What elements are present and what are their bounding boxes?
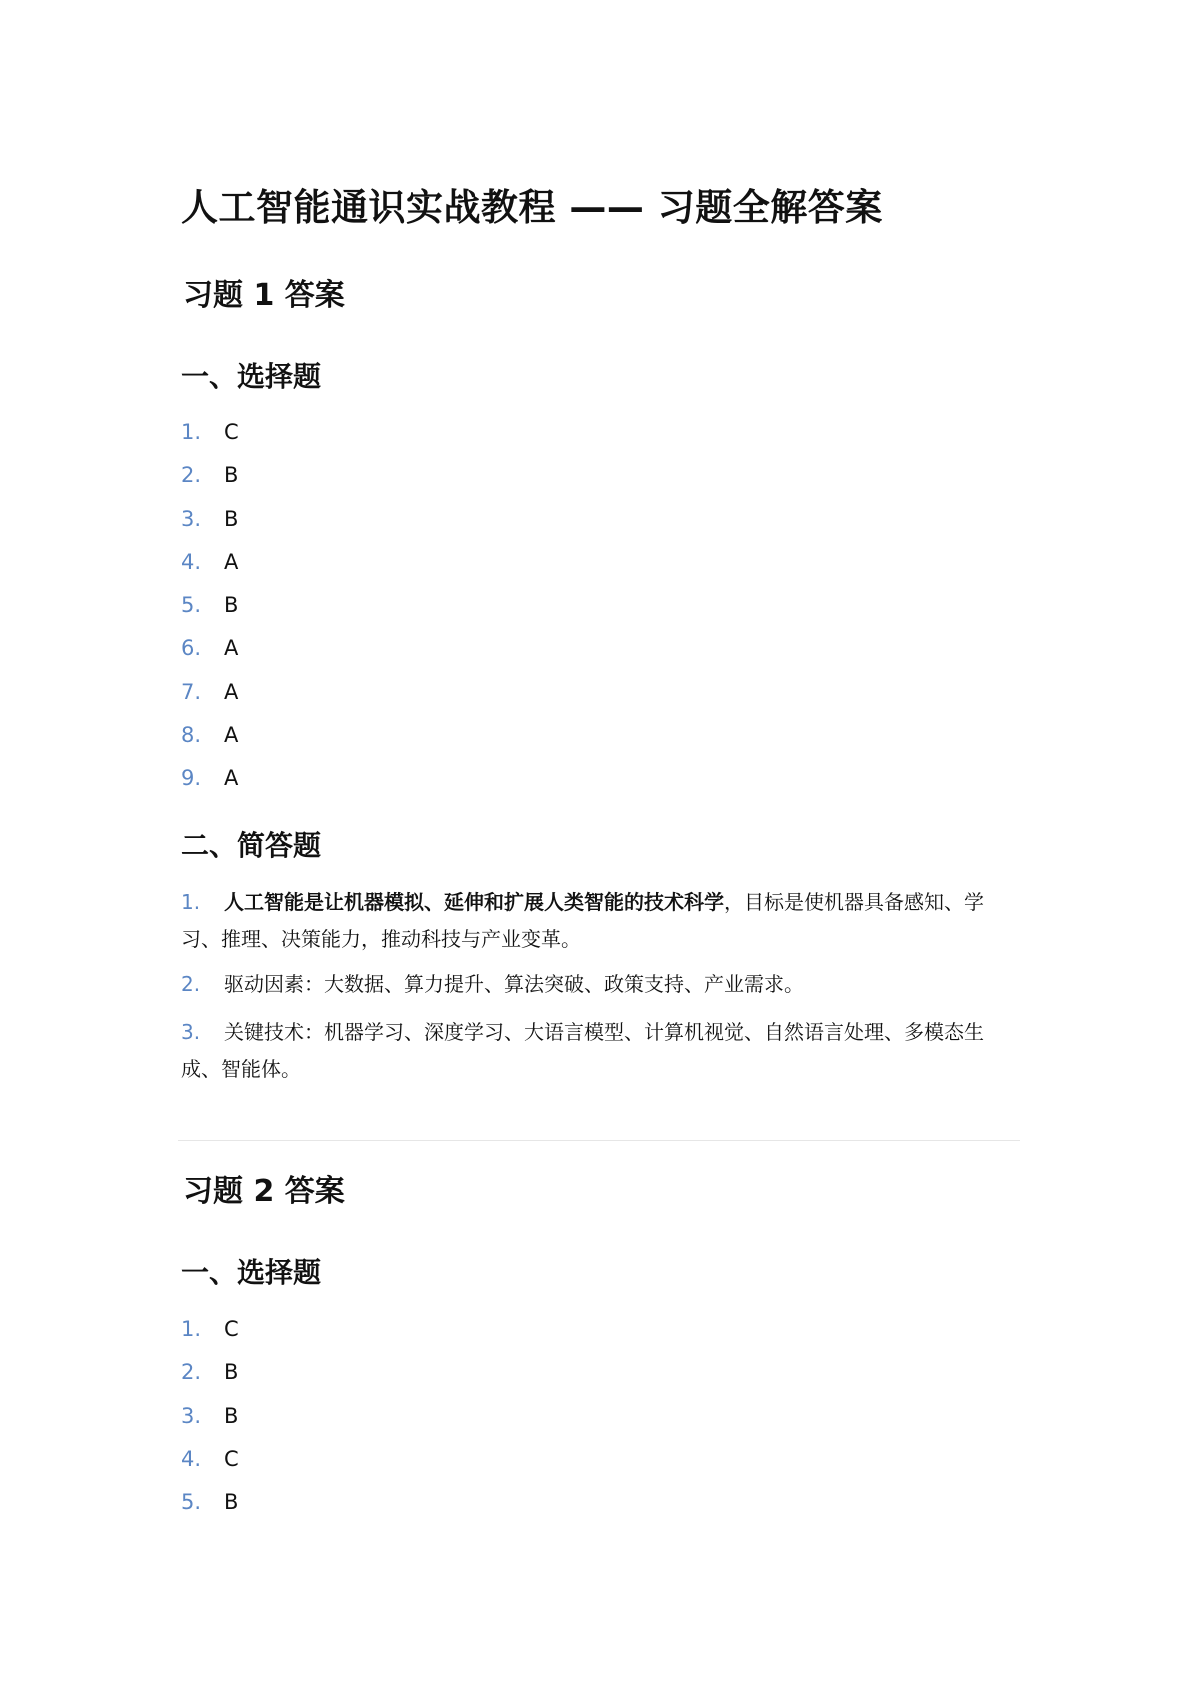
exercise-2-mc-list <box>181 1314 239 1530</box>
list-item <box>181 763 239 806</box>
exercise-1-mc-list <box>181 417 239 807</box>
short-answer-text: ，目标是使机器具备感知、学习、推理、决策能力，推动科技与产业变革。 <box>181 890 984 951</box>
item-answer: B <box>224 463 239 488</box>
short-answer-1 <box>181 884 1011 958</box>
short-answer-text: 驱动因素：大数据、算力提升、算法突破、政策支持、产业需求。 <box>224 972 804 996</box>
item-answer: C <box>224 1446 239 1471</box>
item-answer: B <box>224 1360 239 1385</box>
item-answer: C <box>224 1317 239 1341</box>
item-answer: B <box>224 1490 239 1515</box>
item-number: 5. <box>181 1490 202 1515</box>
item-number: 7. <box>181 679 202 704</box>
short-answer-2 <box>181 966 1011 1003</box>
list-item <box>181 504 239 547</box>
item-number: 3. <box>181 1020 201 1044</box>
item-number: 8. <box>181 723 202 748</box>
item-answer: B <box>224 506 239 531</box>
item-number: 4. <box>181 1446 202 1471</box>
exercise-1-mc-heading: 一、选择题 <box>181 360 322 393</box>
list-item <box>181 1444 239 1487</box>
item-number: 6. <box>181 636 202 661</box>
item-number: 2. <box>181 972 201 996</box>
item-number: 5. <box>181 593 202 618</box>
short-answer-3 <box>181 1014 1011 1088</box>
list-item <box>181 417 239 460</box>
short-answer-bold: 人工智能是让机器模拟、延伸和扩展人类智能的技术科学 <box>224 890 724 914</box>
list-item <box>181 460 239 503</box>
item-answer: B <box>224 593 239 618</box>
list-item <box>181 633 239 676</box>
exercise-1-heading: 习题 1 答案 <box>183 278 345 313</box>
item-number: 1. <box>181 420 202 444</box>
item-answer: A <box>224 549 239 574</box>
item-number: 1. <box>181 890 201 914</box>
item-answer: A <box>224 723 239 748</box>
document-title: 人工智能通识实战教程 —— 习题全解答案 <box>181 186 883 229</box>
list-item <box>181 1357 239 1400</box>
list-item <box>181 1487 239 1530</box>
list-item <box>181 1314 239 1357</box>
item-number: 2. <box>181 1360 202 1385</box>
item-answer: A <box>224 766 239 791</box>
short-answer-text: 关键技术：机器学习、深度学习、大语言模型、计算机视觉、自然语言处理、多模态生成、智能体。 <box>181 1020 984 1081</box>
item-number: 2. <box>181 463 202 488</box>
list-item <box>181 1401 239 1444</box>
item-answer: A <box>224 636 239 661</box>
item-number: 3. <box>181 506 202 531</box>
exercise-2-heading: 习题 2 答案 <box>183 1174 345 1209</box>
item-answer: A <box>224 679 239 704</box>
item-answer: C <box>224 420 239 444</box>
list-item <box>181 677 239 720</box>
item-number: 3. <box>181 1403 202 1428</box>
section-divider <box>178 1140 1020 1141</box>
exercise-1-sa-heading: 二、简答题 <box>181 829 322 862</box>
item-number: 9. <box>181 766 202 791</box>
item-number: 1. <box>181 1317 202 1341</box>
item-number: 4. <box>181 549 202 574</box>
item-answer: B <box>224 1403 239 1428</box>
list-item <box>181 720 239 763</box>
list-item <box>181 590 239 633</box>
list-item <box>181 547 239 590</box>
exercise-2-mc-heading: 一、选择题 <box>181 1256 322 1289</box>
